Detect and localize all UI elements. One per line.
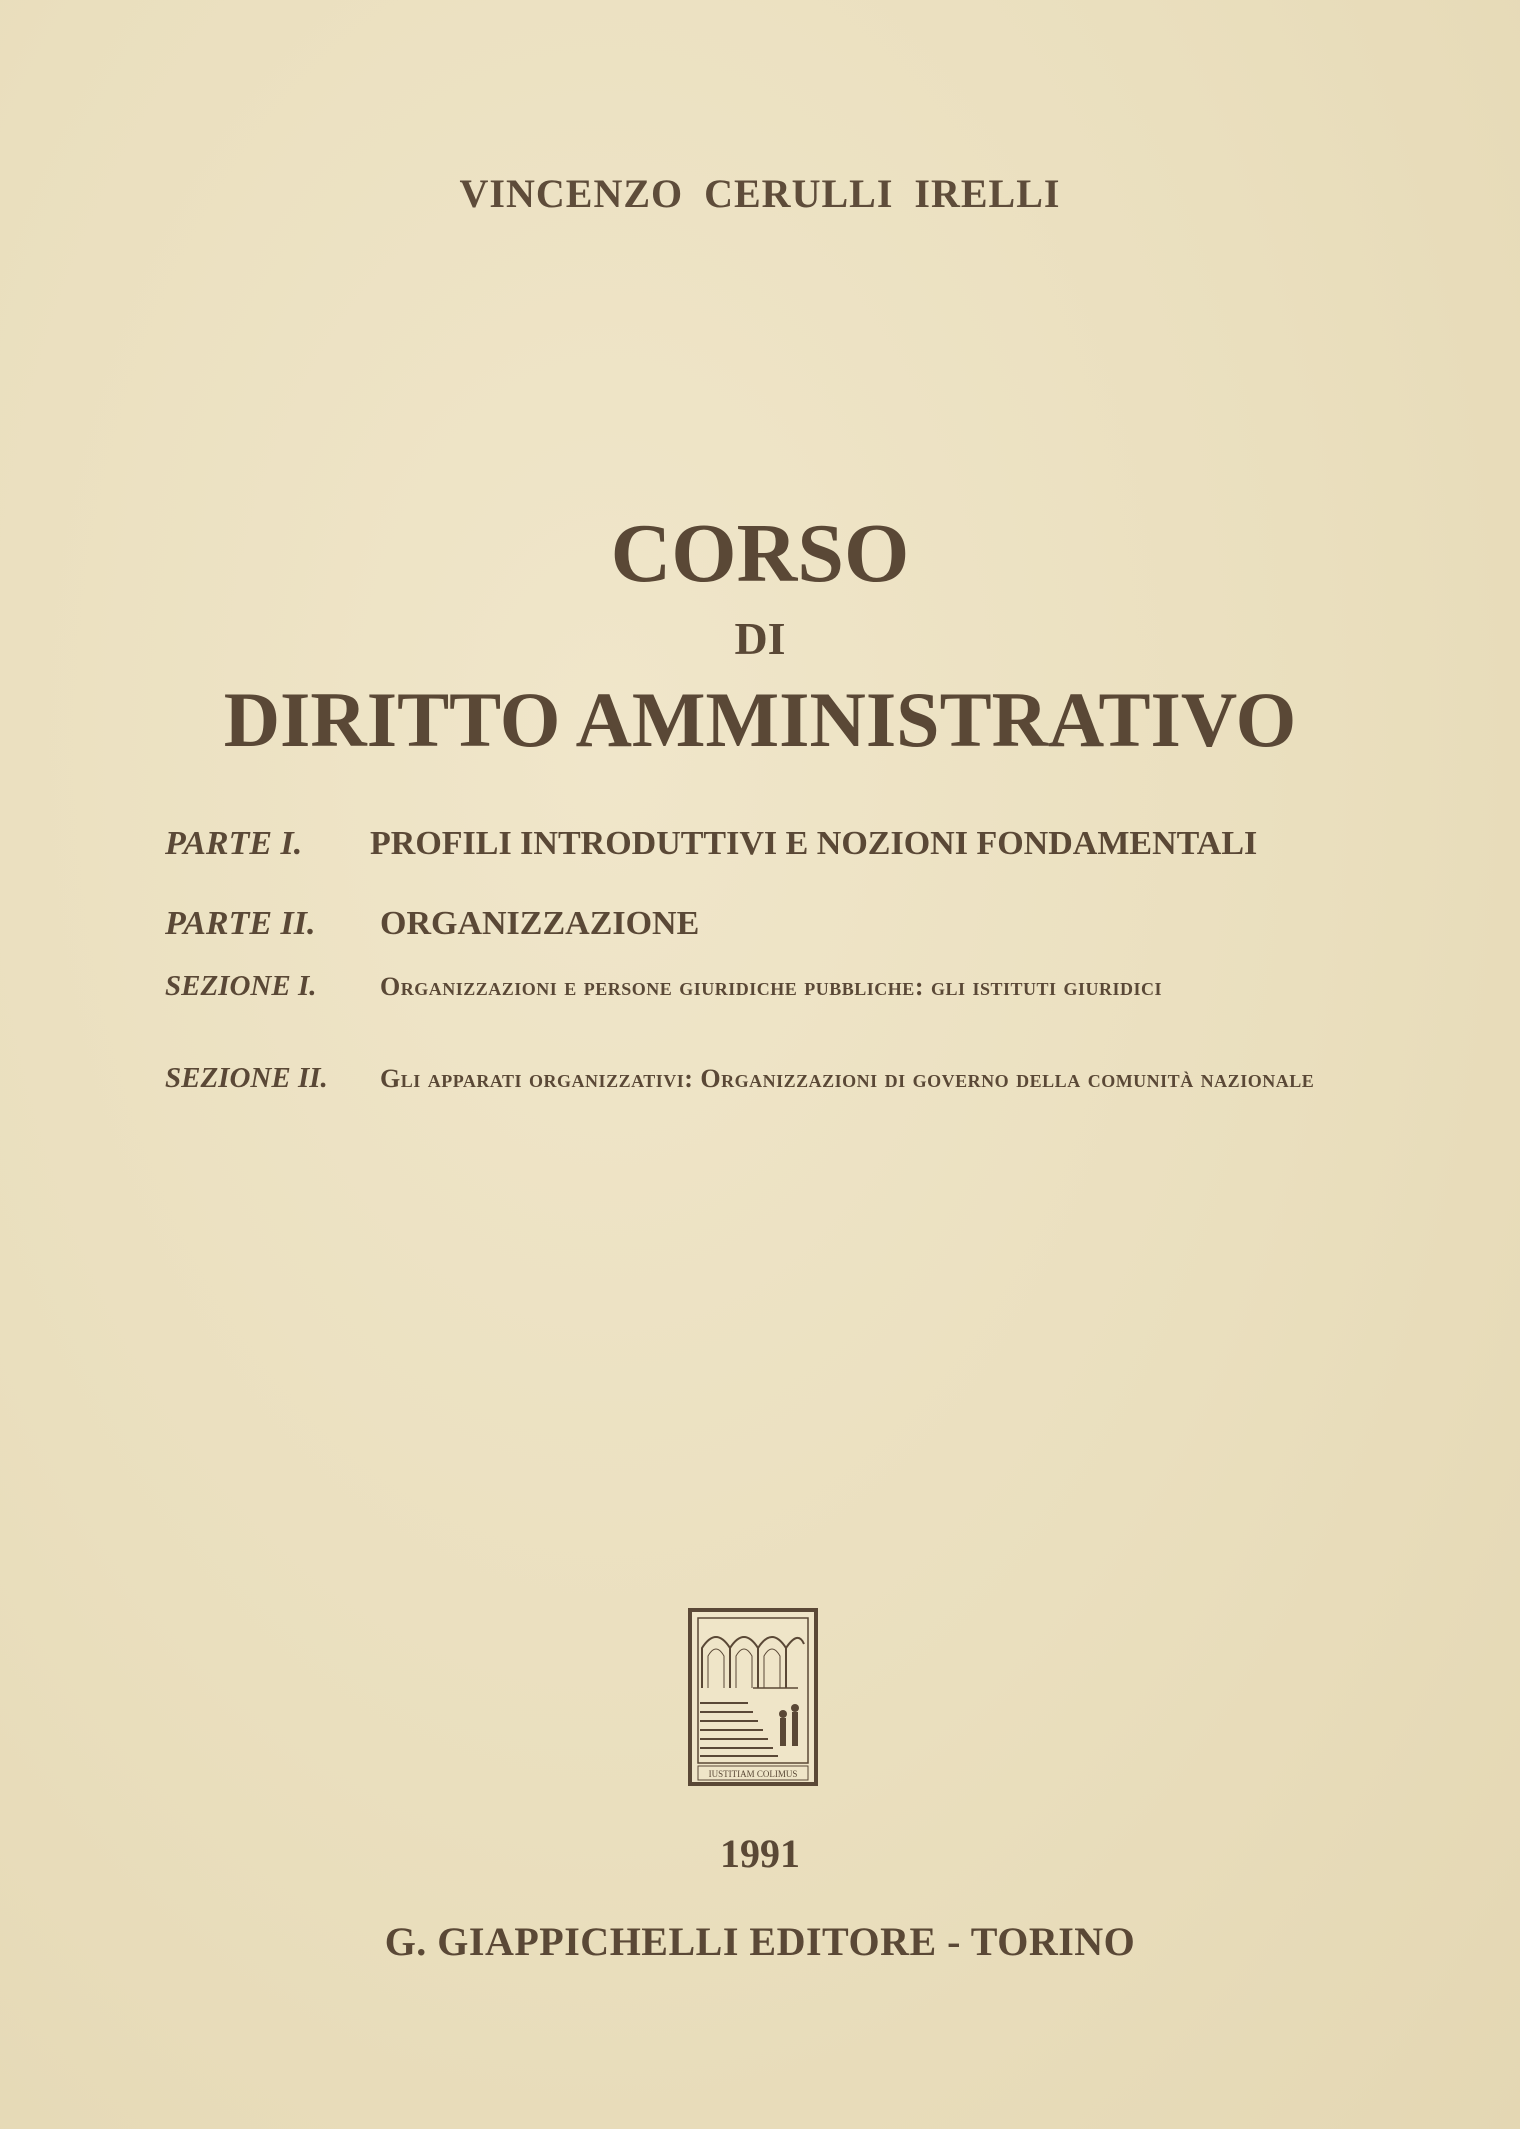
author-name: VINCENZO CERULLI IRELLI <box>459 171 1061 216</box>
publication-year: 1991 <box>720 1831 800 1876</box>
part-1-label: PARTE I. <box>165 825 303 862</box>
title-line-corso: CORSO <box>610 507 910 600</box>
part-1-row <box>165 825 1257 863</box>
section-1-row <box>165 968 1370 1006</box>
section-1-label: SEZIONE I. <box>165 970 317 1002</box>
section-2-text: Gli apparati organizzativi: Organizzazioni di governo della comunità nazionale <box>380 1064 1315 1093</box>
part-2-text: ORGANIZZAZIONE <box>380 905 700 942</box>
publisher-emblem-icon <box>688 1608 818 1786</box>
emblem-motto: IUSTITIAM COLIMUS <box>708 1769 798 1779</box>
title-line-main: DIRITTO AMMINISTRATIVO <box>223 676 1297 763</box>
section-1-text: Organizzazioni e persone giuridiche pubbliche: gli istituti giuridici <box>380 972 1163 1001</box>
section-2-row <box>165 1060 1370 1098</box>
part-2-row <box>165 905 699 943</box>
part-1-text: PROFILI INTRODUTTIVI E NOZIONI FONDAMENTALI <box>370 825 1258 862</box>
part-2-label: PARTE II. <box>165 905 316 942</box>
title-line-di: DI <box>734 613 786 664</box>
publisher-name: G. GIAPPICHELLI EDITORE - TORINO <box>384 1919 1136 1964</box>
section-2-label: SEZIONE II. <box>165 1062 328 1094</box>
